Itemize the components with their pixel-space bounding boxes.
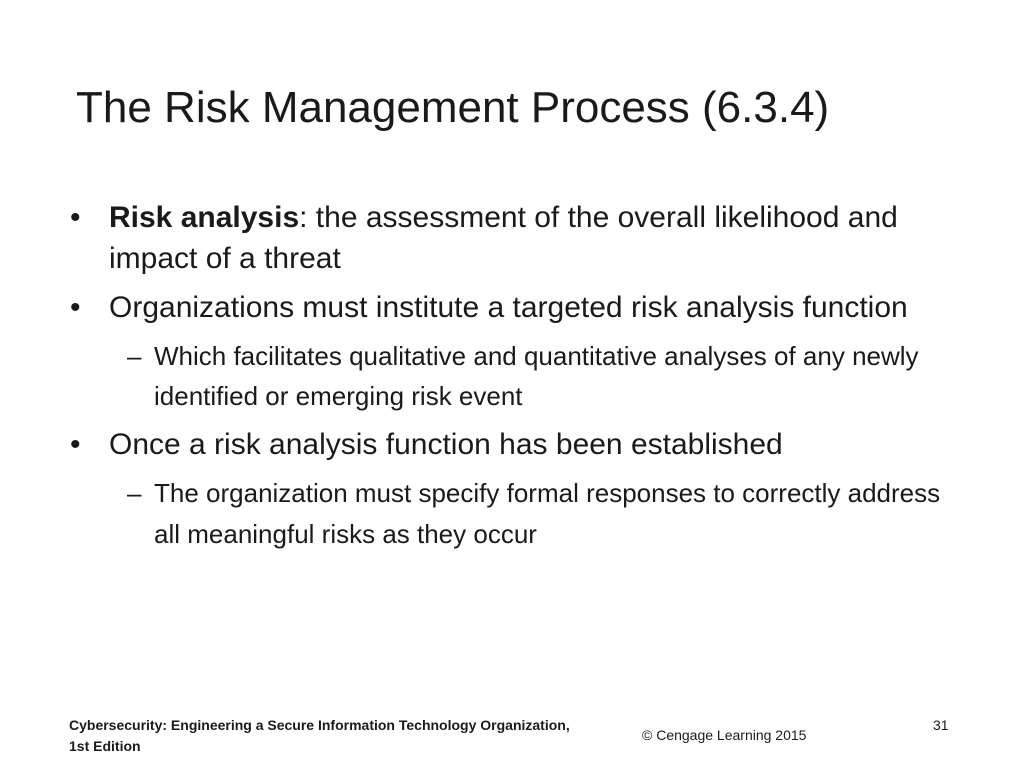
sub-bullet-text: Which facilitates qualitative and quantitative analyses of any newly identified or emerging risk event [154,341,919,411]
slide-body [70,197,970,563]
bullet-risk-analysis [70,197,970,279]
footer-book-title: Cybersecurity: Engineering a Secure Information Technology Organization, 1st Edition [69,717,570,754]
bullet-text: Once a risk analysis function has been established [109,428,783,461]
slide-title: The Risk Management Process (6.3.4) [76,83,830,132]
bullet-organizations [70,287,970,328]
sub-bullet-text: The organization must specify formal responses to correctly address all meaningful risks as they occur [154,478,941,549]
bullet-text: Organizations must institute a targeted risk analysis function [109,291,908,324]
footer-copyright: © Cengage Learning 2015 [642,727,807,743]
bullet-marker: • [70,428,81,461]
bullet-text: : the assessment of the overall likelihood and impact of a threat [109,201,898,275]
sub-bullet-formal-responses [70,473,970,555]
sub-bullet-qualitative [70,336,970,416]
bullet-bold-lead: Risk analysis [109,201,300,234]
bullet-marker: • [70,291,81,324]
sub-bullet-marker: – [127,478,142,508]
footer-page-number: 31 [933,717,949,733]
bullet-once-established [70,424,970,465]
bullet-marker: • [70,201,81,234]
sub-bullet-marker: – [127,341,142,371]
